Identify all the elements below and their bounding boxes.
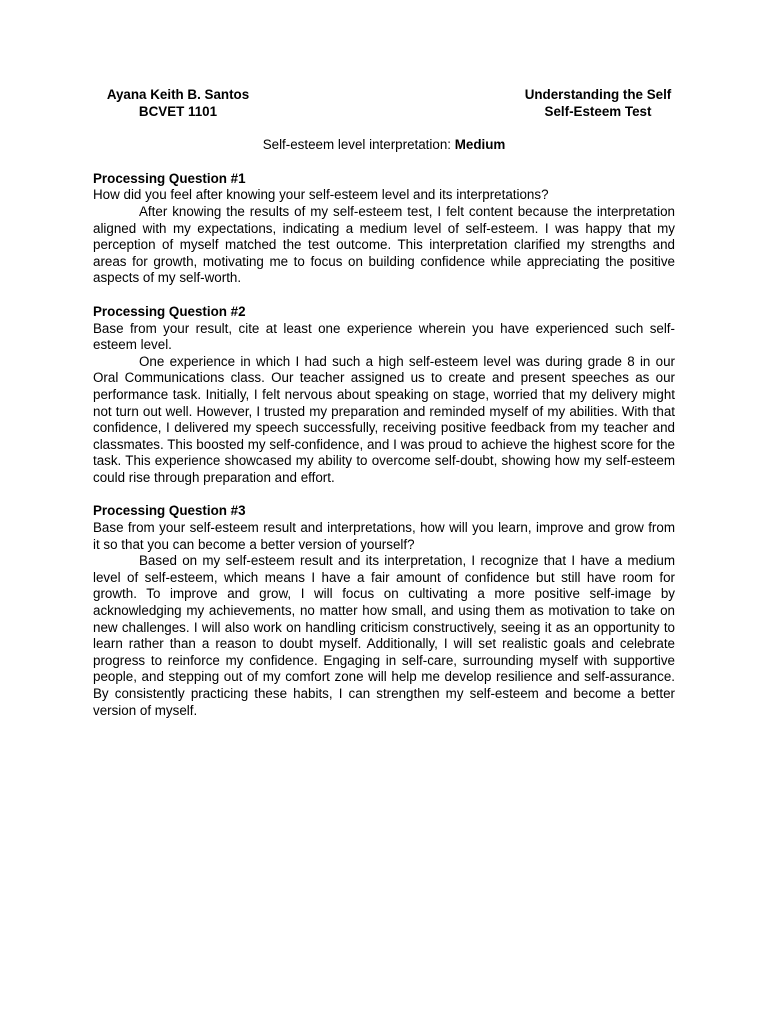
question-answer: One experience in which I had such a high self-esteem level was during grade 8 in our Oral Communications class. Our teacher assigned us to create and present speeches as our performance task. Initially, I felt nervous about speaking on stage, worried that my delivery might not turn out well. However, I trusted my preparation and reminded myself of my abilities. With that confidence, I delivered my speech successfully, receiving positive feedback from my teacher and classmates. This boosted my self-confidence, and I was proud to achieve the highest score for the task. This experience showcased my ability to overcome self-doubt, showing how my self-esteem could rise through preparation and effort. xyxy=(93,353,675,485)
question-title: Processing Question #3 xyxy=(93,503,246,519)
interpretation-value: Medium xyxy=(454,137,506,153)
activity-title: Self-Esteem Test xyxy=(544,103,652,119)
question-prompt: Base from your self-esteem result and interpretations, how will you learn, improve and grow from it so that you can become a better version of yourself? xyxy=(93,520,675,552)
student-section: BCVET 1101 xyxy=(138,103,218,119)
interpretation-line xyxy=(93,137,675,154)
document-page xyxy=(93,87,675,736)
question-prompt: How did you feel after knowing your self-esteem level and its interpretations? xyxy=(93,187,549,203)
processing-question-1 xyxy=(93,171,675,287)
question-answer: After knowing the results of my self-esteem test, I felt content because the interpretation aligned with my expectations, indicating a medium level of self-esteem. I was happy that my perception of myself matched the test outcome. This interpretation clarified my strengths and areas for growth, motivating me to focus on building confidence while appreciating the positive aspects of my self-worth. xyxy=(93,203,675,286)
processing-question-3 xyxy=(93,503,675,719)
question-title: Processing Question #2 xyxy=(93,303,246,319)
question-prompt: Base from your result, cite at least one experience wherein you have experienced such self-esteem level. xyxy=(93,320,675,353)
question-answer: Based on my self-esteem result and its interpretation, I recognize that I have a medium level of self-esteem, which means I have a fair amount of confidence but still have room for growth. To improve and grow, I will focus on cultivating a more positive self-image by acknowledging my achievements, no matter how small, and using them as motivation to take on new challenges. I will also work on handling criticism constructively, seeing it as an opportunity to learn rather than a reason to doubt myself. Additionally, I will set realistic goals and celebrate progress to reinforce my confidence. Engaging in self-care, surrounding myself with supportive people, and stepping out of my comfort zone will help me develop resilience and self-assurance. By consistently practicing these habits, I can strengthen my self-esteem and become a better version of myself. xyxy=(93,553,675,718)
processing-question-2 xyxy=(93,304,675,487)
course-title: Understanding the Self xyxy=(524,87,672,102)
student-info xyxy=(93,87,263,120)
student-name: Ayana Keith B. Santos xyxy=(106,87,250,102)
interpretation-label: Self-esteem level interpretation: xyxy=(262,137,455,153)
document-header xyxy=(93,87,675,120)
course-info xyxy=(513,87,683,120)
question-title: Processing Question #1 xyxy=(93,170,246,186)
